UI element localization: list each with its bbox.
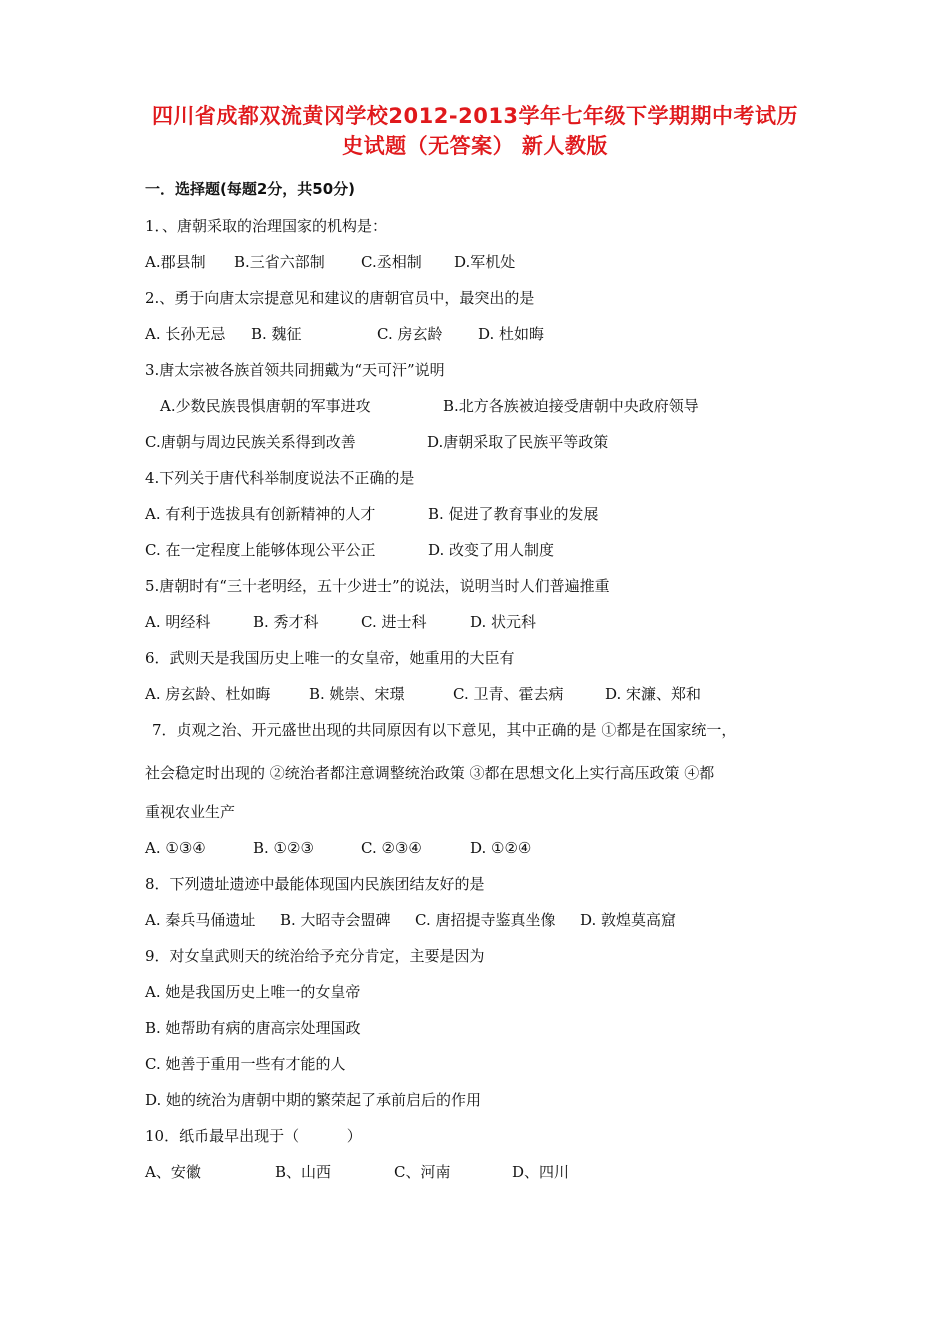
question-3-stem: 3.唐太宗被各族首领共同拥戴为“天可汗”说明	[145, 361, 445, 379]
question-9-option-c: C. 她善于重用一些有才能的人	[145, 1055, 346, 1073]
question-2-option-a: A. 长孙无忌	[145, 325, 226, 343]
question-5-option-c: C. 进士科	[361, 613, 427, 631]
question-1-stem: 1．、唐朝采取的治理国家的机构是：	[145, 217, 388, 235]
question-6-stem: 6．武则天是我国历史上唯一的女皇帝，她重用的大臣有	[145, 649, 515, 667]
question-1-option-a: A.郡县制	[145, 253, 206, 271]
question-5-option-a: A. 明经科	[145, 613, 211, 631]
question-3-option-a: A.少数民族畏惧唐朝的军事进攻	[160, 397, 371, 415]
question-3-option-c: C.唐朝与周边民族关系得到改善	[145, 433, 356, 451]
question-6-option-c: C. 卫青、霍去病	[453, 685, 564, 703]
section-heading: 一．选择题(每题2分，共50分)	[145, 180, 356, 198]
question-1-option-b: B.三省六部制	[234, 253, 325, 271]
question-4-stem: 4.下列关于唐代科举制度说法不正确的是	[145, 469, 415, 487]
question-8-option-d: D. 敦煌莫高窟	[580, 911, 677, 929]
question-3-option-b: B.北方各族被迫接受唐朝中央政府领导	[443, 397, 699, 415]
question-5-option-d: D. 状元科	[470, 613, 537, 631]
exam-title-line-1: 四川省成都双流黄冈学校2012-2013学年七年级下学期期中考试历	[151, 104, 799, 128]
question-10-option-c: C、河南	[394, 1163, 451, 1181]
question-4-option-a: A. 有利于选拔具有创新精神的人才	[145, 505, 376, 523]
question-8-option-c: C. 唐招提寺鉴真坐像	[415, 911, 556, 929]
question-2-option-d: D. 杜如晦	[478, 325, 545, 343]
question-3-option-d: D.唐朝采取了民族平等政策	[427, 433, 609, 451]
question-7-option-d: D. ①②④	[470, 839, 532, 857]
question-4-option-b: B. 促进了教育事业的发展	[428, 505, 599, 523]
question-2-option-c: C. 房玄龄	[377, 325, 443, 343]
question-8-option-b: B. 大昭寺会盟碑	[280, 911, 391, 929]
question-9-option-d: D. 她的统治为唐朝中期的繁荣起了承前启后的作用	[145, 1091, 482, 1109]
question-9-option-b: B. 她帮助有病的唐高宗处理国政	[145, 1019, 361, 1037]
question-2-stem: 2.、勇于向唐太宗提意见和建议的唐朝官员中，最突出的是	[145, 289, 535, 307]
question-10-option-d: D、四川	[512, 1163, 570, 1181]
question-9-option-a: A. 她是我国历史上唯一的女皇帝	[145, 983, 361, 1001]
question-7-option-c: C. ②③④	[361, 839, 422, 857]
question-8-option-a: A. 秦兵马俑遗址	[145, 911, 256, 929]
question-1-option-d: D.军机处	[454, 253, 516, 271]
question-6-option-d: D. 宋濂、郑和	[605, 685, 702, 703]
question-7-option-b: B. ①②③	[253, 839, 314, 857]
question-9-stem: 9．对女皇武则天的统治给予充分肯定，主要是因为	[145, 947, 485, 965]
question-10-option-b: B、山西	[275, 1163, 332, 1181]
question-7-stem-line-2: 社会稳定时出现的 ②统治者都注意调整统治政策 ③都在思想文化上实行高压政策 ④都	[145, 764, 715, 782]
question-4-option-c: C. 在一定程度上能够体现公平公正	[145, 541, 376, 559]
exam-title-line-2: 史试题（无答案） 新人教版	[342, 134, 608, 158]
question-6-option-a: A. 房玄龄、杜如晦	[145, 685, 271, 703]
question-5-option-b: B. 秀才科	[253, 613, 319, 631]
question-7-stem-line-1: 7．贞观之治、开元盛世出现的共同原因有以下意见，其中正确的是 ①都是在国家统一，	[152, 721, 737, 739]
question-4-option-d: D. 改变了用人制度	[428, 541, 555, 559]
question-6-option-b: B. 姚崇、宋璟	[309, 685, 405, 703]
question-10-option-a: A、安徽	[145, 1163, 201, 1181]
question-7-stem-line-3: 重视农业生产	[145, 803, 236, 821]
question-8-stem: 8．下列遗址遗迹中最能体现国内民族团结友好的是	[145, 875, 485, 893]
question-1-option-c: C.丞相制	[361, 253, 422, 271]
question-5-stem: 5.唐朝时有“三十老明经，五十少进士”的说法，说明当时人们普遍推重	[145, 577, 610, 595]
question-2-option-b: B. 魏征	[251, 325, 302, 343]
question-10-stem: 10．纸币最早出现于（ ）	[145, 1127, 362, 1145]
question-7-option-a: A. ①③④	[145, 839, 206, 857]
